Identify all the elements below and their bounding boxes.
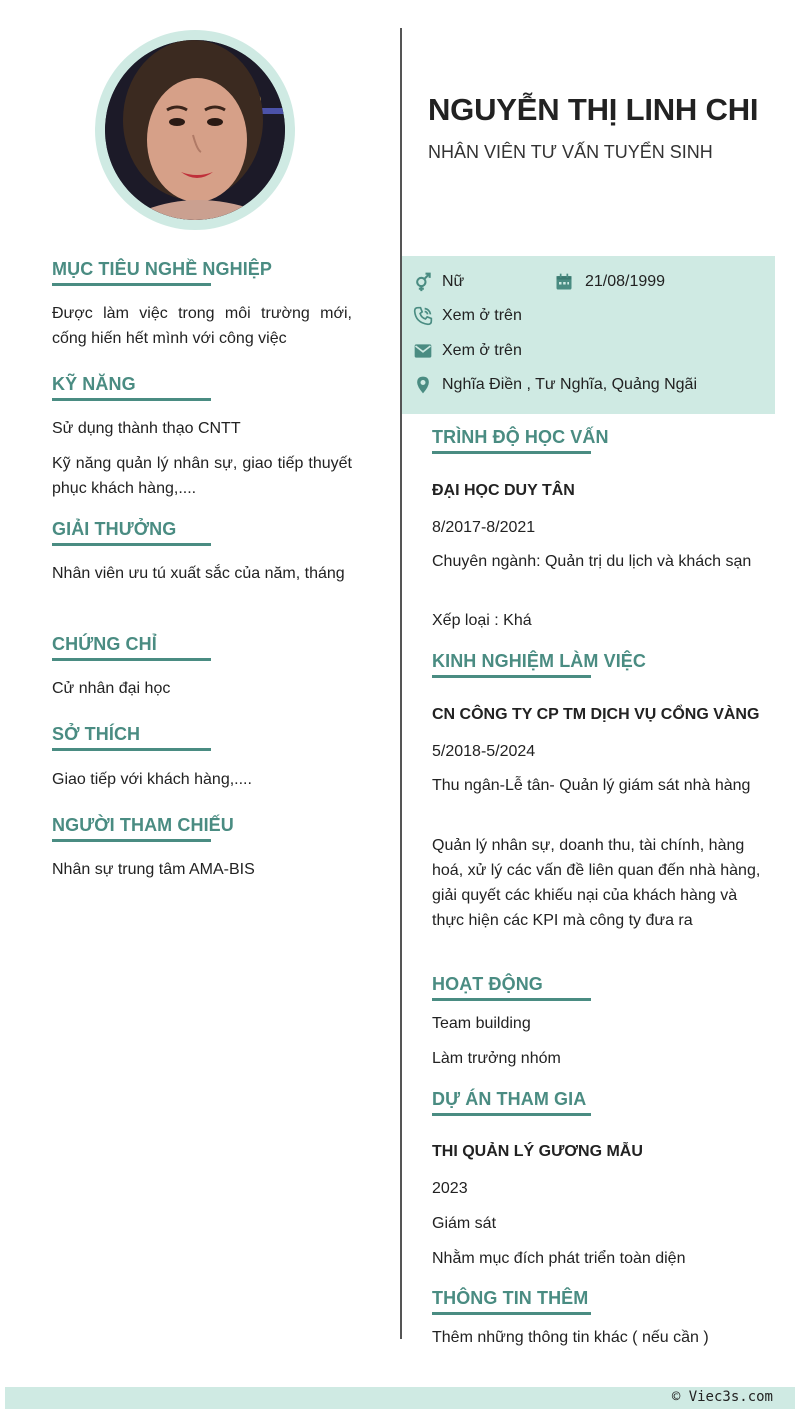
activity-item: Làm trưởng nhóm: [432, 1050, 561, 1067]
skill-item: Kỹ năng quản lý nhân sự, giao tiếp thuyết phục khách hàng,....: [52, 455, 352, 497]
section-rule: [432, 675, 591, 678]
section-title-additional: THÔNG TIN THÊM: [432, 1288, 589, 1308]
avatar-photo: [105, 40, 285, 220]
column-divider: [400, 28, 402, 1339]
birthdate-value: 21/08/1999: [585, 273, 666, 290]
copyright-text[interactable]: © Viec3s.com: [671, 1389, 773, 1405]
email-value: Xem ở trên: [442, 342, 522, 359]
additional-text: Thêm những thông tin khác ( nếu cần ): [432, 1329, 709, 1346]
avatar-frame: [95, 30, 295, 230]
education-school: ĐẠI HỌC DUY TÂN: [432, 482, 575, 499]
references-text: Nhân sự trung tâm AMA-BIS: [52, 861, 255, 878]
contact-panel: [402, 256, 775, 414]
contact-birthdate: [553, 271, 665, 293]
objective-text: Được làm việc trong môi trường mới, cống hiến hết mình với công việc: [52, 305, 352, 347]
job-title: NHÂN VIÊN TƯ VẤN TUYỂN SINH: [428, 142, 713, 162]
section-rule: [52, 398, 211, 401]
project-name: THI QUẢN LÝ GƯƠNG MẪU: [432, 1143, 643, 1160]
project-role: Giám sát: [432, 1215, 497, 1232]
section-rule: [52, 839, 211, 842]
certificates-text: Cử nhân đại học: [52, 680, 171, 697]
skill-item: Sử dụng thành thạo CNTT: [52, 420, 241, 437]
candidate-name: NGUYỄN THỊ LINH CHI: [428, 92, 759, 127]
section-title-awards: GIẢI THƯỞNG: [52, 519, 177, 539]
contact-phone: [412, 305, 522, 327]
contact-gender: [412, 271, 464, 293]
gender-value: Nữ: [442, 273, 465, 290]
section-title-objective: MỤC TIÊU NGHỀ NGHIỆP: [52, 259, 273, 279]
education-major: Chuyên ngành: Quản trị du lịch và khách sạn: [432, 553, 752, 570]
experience-position: Thu ngân-Lễ tân- Quản lý giám sát nhà hàng: [432, 777, 751, 794]
section-title-skills: KỸ NĂNG: [52, 374, 136, 394]
footer-bar: [5, 1387, 795, 1409]
experience-period: 5/2018-5/2024: [432, 743, 536, 760]
section-title-hobbies: SỞ THÍCH: [52, 724, 141, 744]
section-rule: [432, 1312, 591, 1315]
section-title-education: TRÌNH ĐỘ HỌC VẤN: [432, 427, 609, 447]
calendar-icon: [553, 271, 575, 293]
location-icon: [412, 374, 434, 396]
section-rule: [432, 998, 591, 1001]
section-rule: [52, 283, 211, 286]
section-rule: [432, 1113, 591, 1116]
section-rule: [52, 658, 211, 661]
avatar: [105, 40, 285, 220]
section-rule: [52, 748, 211, 751]
project-description: Nhằm mục đích phát triển toàn diện: [432, 1250, 686, 1267]
section-title-experience: KINH NGHIỆM LÀM VIỆC: [432, 651, 647, 671]
awards-text: Nhân viên ưu tú xuất sắc của năm, tháng: [52, 565, 345, 582]
contact-address: [412, 374, 697, 396]
experience-company: CN CÔNG TY CP TM DỊCH VỤ CỔNG VÀNG: [432, 706, 760, 723]
section-title-projects: DỰ ÁN THAM GIA: [432, 1089, 587, 1109]
education-period: 8/2017-8/2021: [432, 519, 536, 536]
education-grade: Xếp loại : Khá: [432, 612, 532, 629]
project-year: 2023: [432, 1180, 468, 1197]
phone-icon: [412, 305, 434, 327]
hobbies-text: Giao tiếp với khách hàng,....: [52, 771, 252, 788]
section-title-certificates: CHỨNG CHỈ: [52, 634, 157, 654]
contact-email: [412, 340, 522, 362]
section-title-activities: HOẠT ĐỘNG: [432, 974, 543, 994]
section-title-references: NGƯỜI THAM CHIẾU: [52, 815, 234, 835]
phone-value: Xem ở trên: [442, 307, 522, 324]
section-rule: [432, 451, 591, 454]
section-rule: [52, 543, 211, 546]
experience-description: Quản lý nhân sự, doanh thu, tài chính, hàng hoá, xử lý các vấn đề liên quan đến nhà hàng, giải quyết các khiếu nại của khách hàng và thực hiện các KPI mà công ty đưa ra: [432, 837, 761, 929]
address-value: Nghĩa Điền , Tư Nghĩa, Quảng Ngãi: [442, 376, 697, 393]
gender-icon: [412, 271, 434, 293]
activity-item: Team building: [432, 1015, 531, 1032]
email-icon: [412, 340, 434, 362]
